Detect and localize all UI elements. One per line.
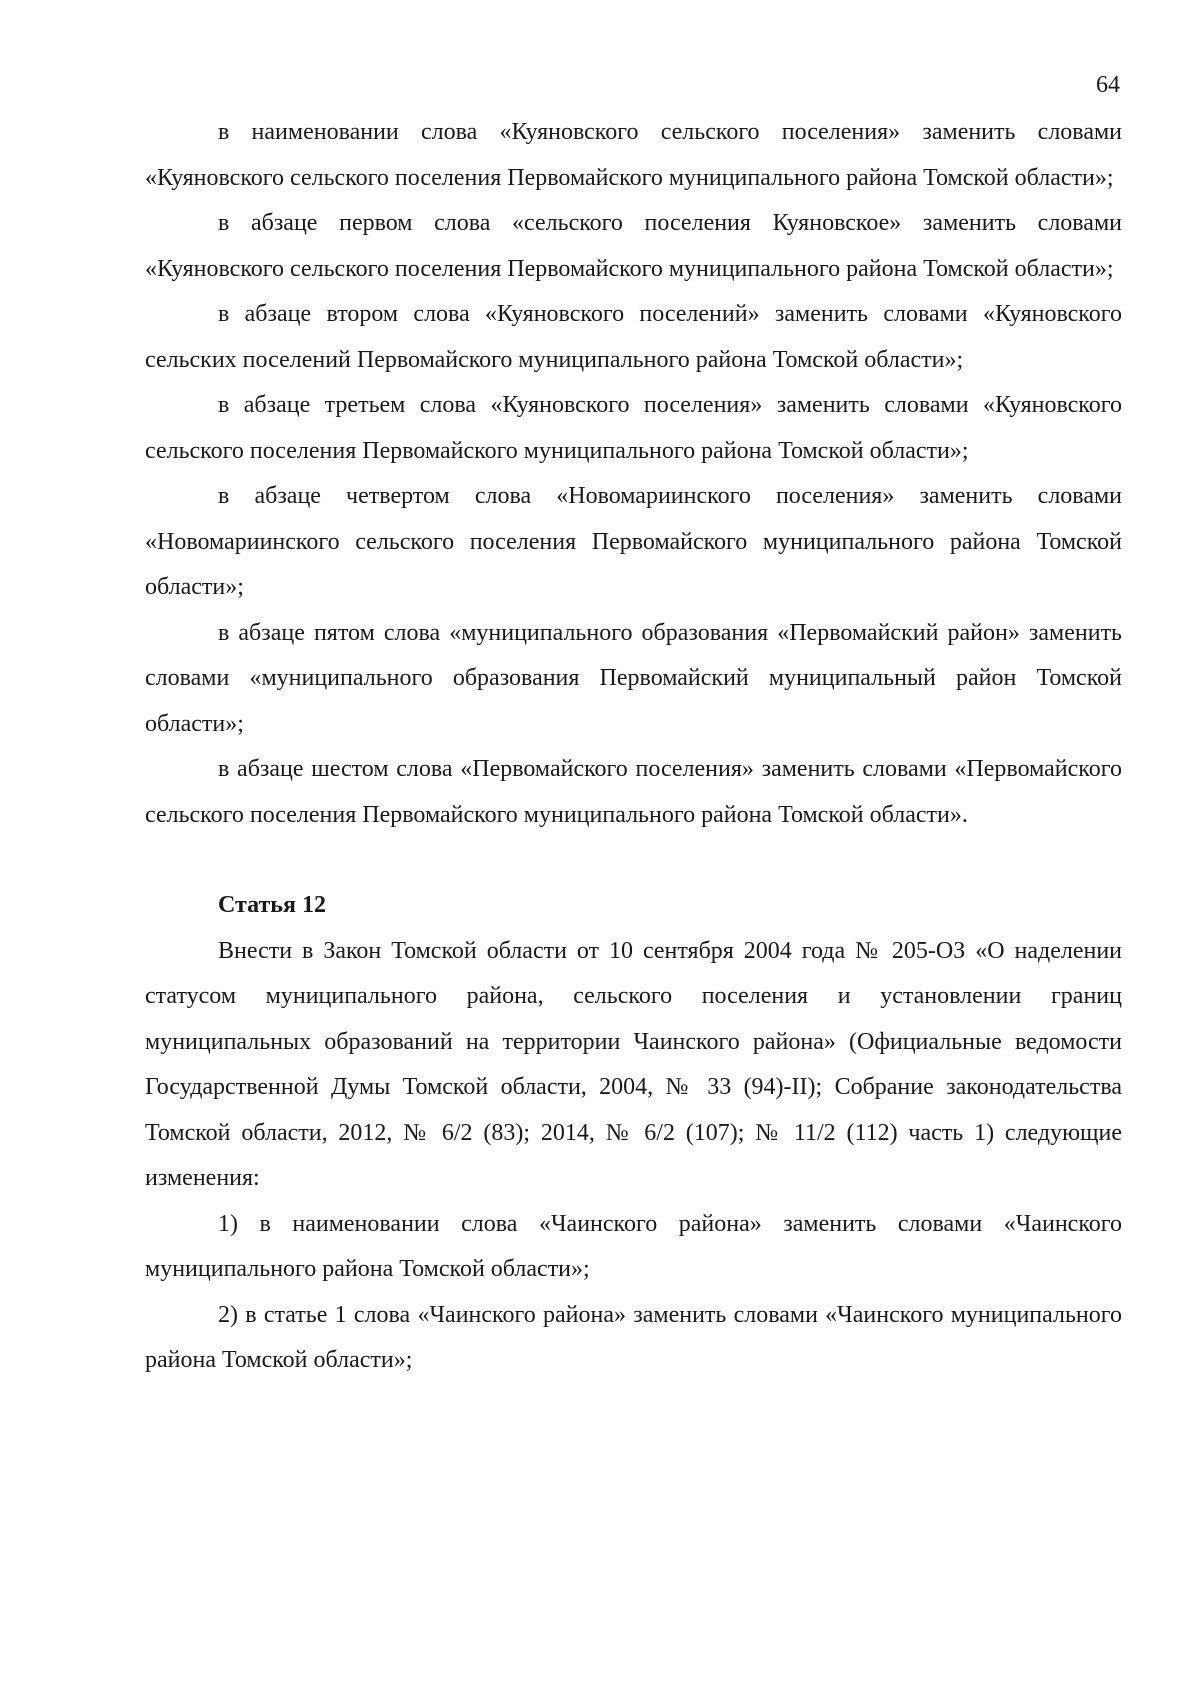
paragraph: в абзаце третьем слова «Куяновского поселения» заменить словами «Куяновского сельского поселения Первомайского муниципального района Томской области»; <box>145 392 1122 464</box>
article-paragraph: 2) в статье 1 слова «Чаинского района» заменить словами «Чаинского муниципального района Томской области»; <box>145 1301 1122 1373</box>
article-heading: Статья 12 <box>218 892 326 918</box>
article-paragraph: Внести в Закон Томской области от 10 сентября 2004 года № 205-ОЗ «О наделении статусом муниципального района, сельского поселения и установлении границ муниципальных образований на территории Чаинского района» (Официальные ведомости Государственной Думы Томской области, 2004, № 33 (94)-II); Собрание законодательства Томской области, 2012, № 6/2 (83); 2014, № 6/2 (107); № 11/2 (112) часть 1) следующие изменения: <box>145 937 1122 1191</box>
paragraph: в абзаце четвертом слова «Новомариинского поселения» заменить словами «Новомариинского сельского поселения Первомайского муниципального района Томской области»; <box>145 483 1122 600</box>
section-spacer <box>145 838 1122 883</box>
paragraph: в абзаце первом слова «сельского поселения Куяновское» заменить словами «Куяновского сельского поселения Первомайского муниципального района Томской области»; <box>145 210 1122 282</box>
paragraph: в абзаце шестом слова «Первомайского поселения» заменить словами «Первомайского сельского поселения Первомайского муниципального района Томской области». <box>145 756 1122 828</box>
paragraph: в абзаце втором слова «Куяновского поселений» заменить словами «Куяновского сельских поселений Первомайского муниципального района Томской области»; <box>145 301 1122 373</box>
paragraph: в наименовании слова «Куяновского сельского поселения» заменить словами «Куяновского сельского поселения Первомайского муниципального района Томской области»; <box>145 119 1122 191</box>
paragraph: в абзаце пятом слова «муниципального образования «Первомайский район» заменить словами «муниципального образования Первомайский муниципальный район Томской области»; <box>145 619 1122 737</box>
article-paragraph: 1) в наименовании слова «Чаинского района» заменить словами «Чаинского муниципального района Томской области»; <box>145 1210 1122 1282</box>
document-body <box>145 110 1122 1384</box>
page-number: 64 <box>1096 72 1120 98</box>
